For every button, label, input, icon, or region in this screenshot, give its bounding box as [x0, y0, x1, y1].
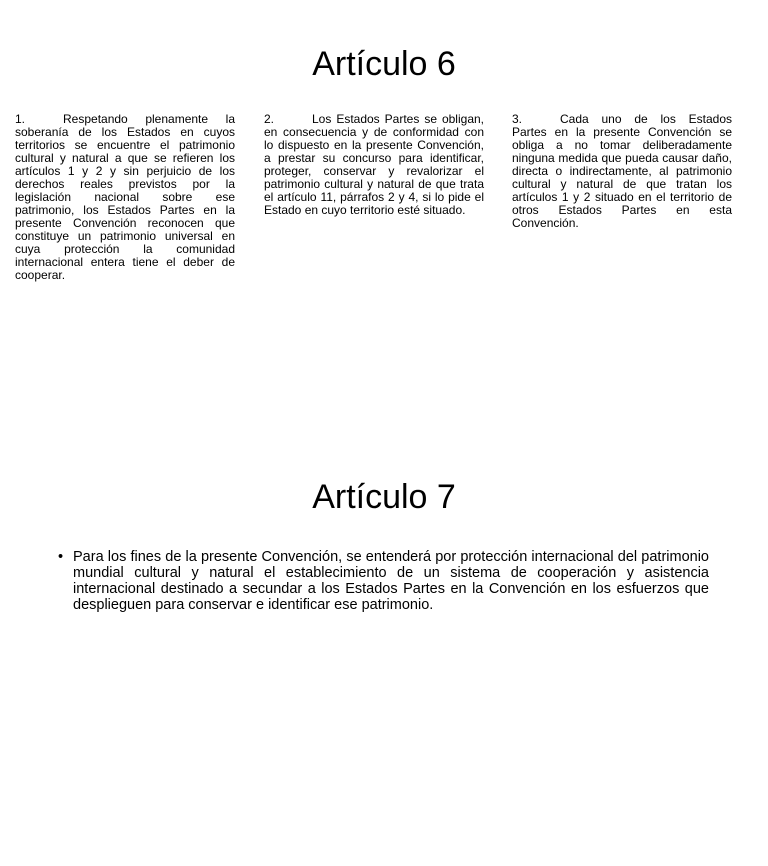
- article-6-paragraph-2: [264, 113, 484, 217]
- paragraph-number: 3.: [512, 112, 523, 126]
- article-7-title: Artículo 7: [312, 478, 456, 516]
- article-6-paragraph-1: [15, 113, 235, 282]
- list-item-text: Para los fines de la presente Convención, se entenderá por protección internacional del patrimonio mundial cultural y natural el establecimiento de un sistema de cooperación y asistencia internacional destinado a secundar a los Estados Partes en la Convención en los esfuerzos que desplieguen para conservar e identificar ese patrimonio.: [73, 549, 709, 613]
- paragraph-number: 2.: [264, 112, 275, 126]
- bullet-icon: •: [58, 549, 64, 565]
- article-7-bullet-list: [55, 549, 709, 613]
- paragraph-text: Respetando plenamente la soberanía de los Estados en cuyos territorios se encuentre el patrimonio cultural y natural a que se refieren los artículos 1 y 2 y sin perjuicio de los derechos reales previstos por la legislación nacional sobre ese patrimonio, los Estados Partes en la presente Convención reconocen que constituye un patrimonio universal en cuya protección la comunidad internacional entera tiene el deber de cooperar.: [15, 112, 235, 282]
- paragraph-text: Los Estados Partes se obligan, en consecuencia y de conformidad con lo dispuesto en la presente Convención, a prestar su concurso para identificar, proteger, conservar y revalorizar el patrimonio cultural y natural de que trata el artículo 11, párrafos 2 y 4, si lo pide el Estado en cuyo territorio esté situado.: [264, 112, 484, 217]
- paragraph-number: 1.: [15, 112, 26, 126]
- list-item: [55, 549, 709, 613]
- article-6-paragraph-3: [512, 113, 732, 230]
- paragraph-text: Cada uno de los Estados Partes en la presente Convención se obliga a no tomar deliberadamente ninguna medida que pueda causar daño, directa o indirectamente, al patrimonio cultural y natural de que tratan los artículos 1 y 2 situado en el territorio de otros Estados Partes en esta Convención.: [512, 112, 732, 230]
- article-6-title: Artículo 6: [312, 45, 456, 83]
